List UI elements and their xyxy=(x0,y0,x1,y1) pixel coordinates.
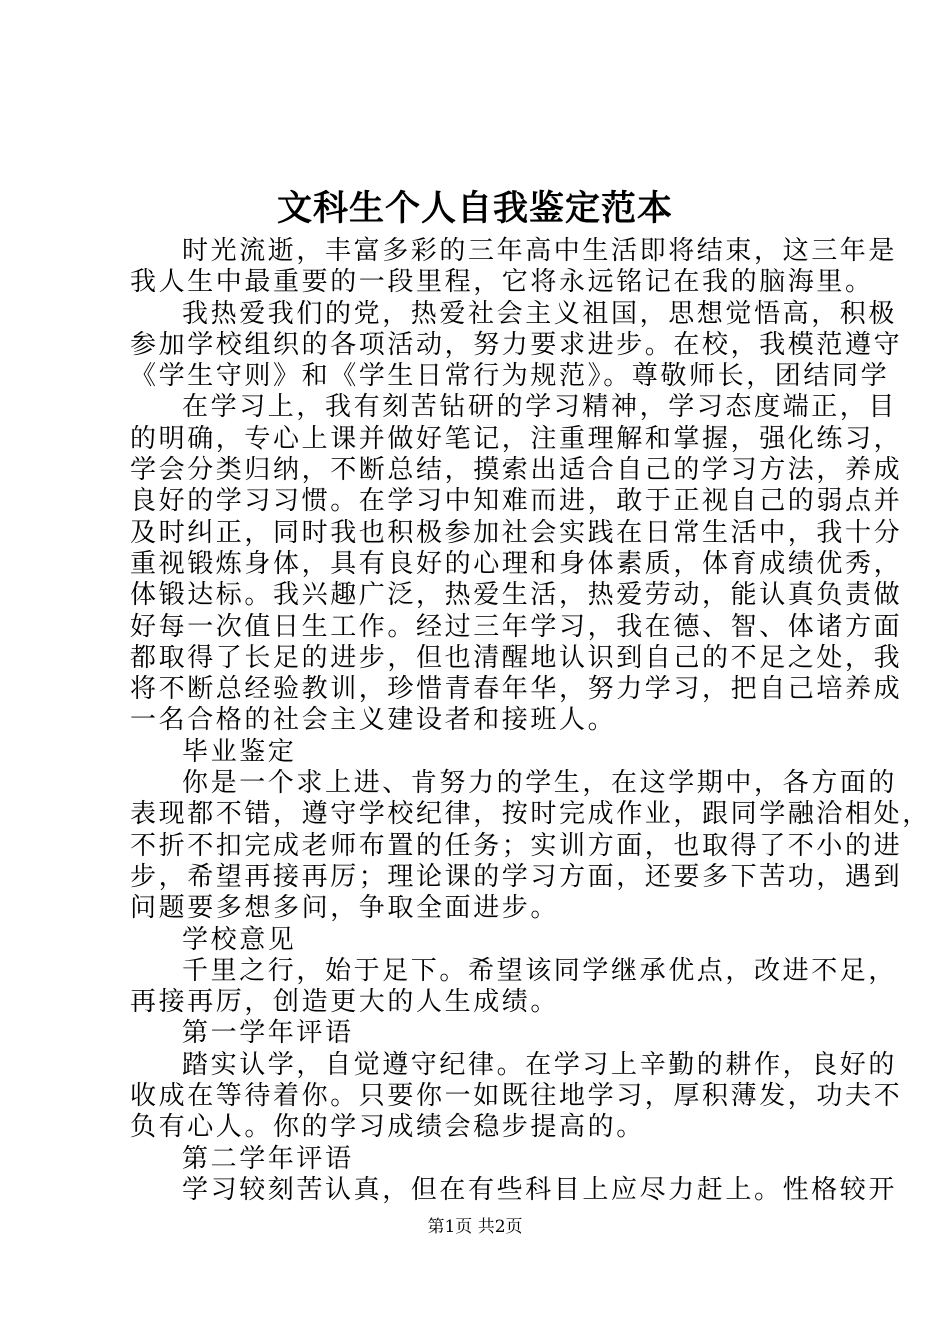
body-line: 的明确，专心上课并做好笔记，注重理解和掌握，强化练习， xyxy=(130,423,903,454)
body-line: 表现都不错，遵守学校纪律，按时完成作业，跟同学融洽相处， xyxy=(130,799,931,830)
body-line: 问题要多想多问，争取全面进步。 xyxy=(130,893,560,924)
page-number-footer: 第1页 共2页 xyxy=(427,1217,523,1237)
body-line: 《学生守则》和《学生日常行为规范》。尊敬师长，团结同学 xyxy=(130,361,890,392)
body-line: 好每一次值日生工作。经过三年学习，我在德、智、体诸方面 xyxy=(130,611,903,642)
body-line: 千里之行，始于足下。希望该同学继承优点，改进不足， xyxy=(182,955,898,986)
body-line: 良好的学习习惯。在学习中知难而进，敢于正视自己的弱点并 xyxy=(130,486,903,517)
body-line: 在学习上，我有刻苦钻研的学习精神，学习态度端正，目 xyxy=(182,392,898,423)
body-line: 踏实认学，自觉遵守纪律。在学习上辛勤的耕作，良好的 xyxy=(182,1049,898,1080)
document-title: 文科生个人自我鉴定范本 xyxy=(276,188,673,229)
body-line: 我热爱我们的党，热爱社会主义祖国，思想觉悟高，积极 xyxy=(182,298,898,329)
body-line: 我人生中最重要的一段里程，它将永远铭记在我的脑海里。 xyxy=(130,267,874,298)
body-line: 参加学校组织的各项活动，努力要求进步。在校，我模范遵守 xyxy=(130,329,903,360)
body-line: 重视锻炼身体，具有良好的心理和身体素质，体育成绩优秀， xyxy=(130,548,903,579)
section-heading: 第一学年评语 xyxy=(182,1018,354,1049)
body-line: 将不断总经验教训，珍惜青春年华，努力学习，把自己培养成 xyxy=(130,674,903,705)
body-line: 学会分类归纳，不断总结，摸索出适合自己的学习方法，养成 xyxy=(130,455,903,486)
body-line: 时光流逝，丰富多彩的三年高中生活即将结束，这三年是 xyxy=(182,236,898,266)
body-line: 不折不扣完成老师布置的任务；实训方面，也取得了不小的进 xyxy=(130,830,903,861)
body-line: 都取得了长足的进步，但也清醒地认识到自己的不足之处，我 xyxy=(130,642,903,673)
body-line: 一名合格的社会主义建设者和接班人。 xyxy=(130,705,617,736)
body-line: 体锻达标。我兴趣广泛，热爱生活，热爱劳动，能认真负责做 xyxy=(130,580,903,611)
body-line: 学习较刻苦认真，但在有些科目上应尽力赶上。性格较开 xyxy=(182,1174,898,1205)
body-line: 收成在等待着你。只要你一如既往地学习，厚积薄发，功夫不 xyxy=(130,1081,903,1112)
section-heading: 毕业鉴定 xyxy=(182,736,297,767)
section-heading: 学校意见 xyxy=(182,924,297,955)
body-line: 负有心人。你的学习成绩会稳步提高的。 xyxy=(130,1112,645,1143)
section-heading: 第二学年评语 xyxy=(182,1143,354,1174)
body-line: 步，希望再接再厉；理论课的学习方面，还要多下苦功，遇到 xyxy=(130,861,903,892)
body-line: 再接再厉，创造更大的人生成绩。 xyxy=(130,987,560,1018)
document-body xyxy=(130,236,931,1206)
body-line: 你是一个求上进、肯努力的学生，在这学期中，各方面的 xyxy=(182,768,898,799)
body-line: 及时纠正，同时我也积极参加社会实践在日常生活中，我十分 xyxy=(130,517,903,548)
